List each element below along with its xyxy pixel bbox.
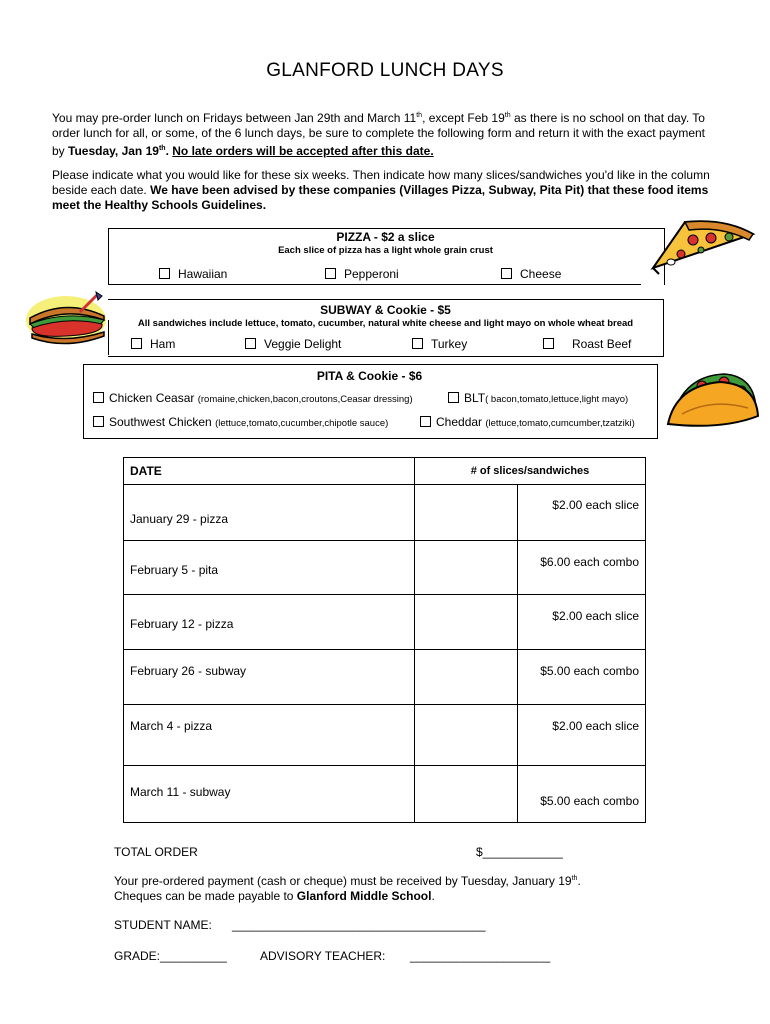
pita-option-southwest-chicken[interactable]: Southwest Chicken (lettuce,tomato,cucumber,chipotle sauce) (93, 415, 388, 429)
pizza-slice-icon (645, 210, 760, 280)
subway-option-turkey[interactable]: Turkey (412, 337, 467, 351)
student-name-field[interactable]: ______________________________________ (232, 918, 486, 932)
pizza-option-pepperoni[interactable]: Pepperoni (325, 267, 399, 281)
checkbox[interactable] (93, 416, 104, 427)
row-date: March 4 - pizza (124, 705, 415, 766)
row-date: February 5 - pita (124, 541, 415, 595)
count-input-cell[interactable] (415, 595, 518, 650)
pizza-option-cheese[interactable]: Cheese (501, 267, 561, 281)
pita-header: PITA & Cookie - $6 (316, 369, 423, 383)
row-price: $2.00 each slice (518, 705, 646, 766)
row-price: $5.00 each combo (518, 766, 646, 823)
checkbox[interactable] (543, 338, 554, 349)
pita-option-cheddar[interactable]: Cheddar (lettuce,tomato,cumcumber,tzatziki) (420, 415, 635, 429)
table-row (124, 595, 646, 650)
pita-option-blt[interactable]: BLT( bacon,tomato,lettuce,light mayo) (448, 391, 628, 405)
table-row (124, 766, 646, 823)
checkbox[interactable] (325, 268, 336, 279)
pizza-option-hawaiian[interactable]: Hawaiian (159, 267, 227, 281)
table-row (124, 705, 646, 766)
pizza-subheader: Each slice of pizza has a light whole grain crust (278, 245, 493, 256)
checkbox[interactable] (420, 416, 431, 427)
advisory-teacher-field[interactable]: _____________________ (410, 949, 551, 963)
row-date: January 29 - pizza (124, 485, 415, 541)
taco-icon (662, 368, 762, 438)
count-input-cell[interactable] (415, 541, 518, 595)
intro-paragraph: You may pre-order lunch on Fridays between Jan 29th and March 11th, except Feb 19th as there is no school on that day. To order lunch for all, or some, of the 6 lunch days, be sure to complete the following form and return it with the exact payment by Tuesday, Jan 19th. No late orders will be accepted after this date. (52, 111, 706, 158)
row-date: February 12 - pizza (124, 595, 415, 650)
checkbox[interactable] (93, 392, 104, 403)
count-input-cell[interactable] (415, 766, 518, 823)
instructions-paragraph: Please indicate what you would like for these six weeks. Then indicate how many slices/sandwiches you'd like in the column beside each date. We have been advised by these companies (Villages Pizza, Subway, Pita Pit) that these food items meet the Healthy Schools Guidelines. (52, 168, 710, 212)
column-header-date: DATE (124, 458, 415, 485)
subway-option-ham[interactable]: Ham (131, 337, 175, 351)
column-header-count: # of slices/sandwiches (415, 458, 646, 485)
checkbox[interactable] (412, 338, 423, 349)
total-order-label: TOTAL ORDER (114, 845, 198, 859)
row-price: $5.00 each combo (518, 650, 646, 705)
row-price: $2.00 each slice (518, 595, 646, 650)
subway-option-veggie-delight[interactable]: Veggie Delight (245, 337, 341, 351)
row-date: February 26 - subway (124, 650, 415, 705)
late-order-warning: No late orders will be accepted after this date. (172, 144, 434, 158)
subway-subheader: All sandwiches include lettuce, tomato, cucumber, natural white cheese and light mayo on whole wheat bread (137, 318, 634, 329)
checkbox[interactable] (131, 338, 142, 349)
subway-header: SUBWAY & Cookie - $5 (320, 303, 451, 317)
grade-field[interactable]: GRADE:__________ (114, 949, 227, 963)
page-title: GLANFORD LUNCH DAYS (266, 60, 504, 81)
count-input-cell[interactable] (415, 650, 518, 705)
table-header-row (124, 458, 646, 485)
cheque-note: Cheques can be made payable to Glanford Middle School. (114, 889, 435, 903)
payment-note: Your pre-ordered payment (cash or cheque) must be received by Tuesday, January 19th. (114, 874, 581, 888)
table-row (124, 650, 646, 705)
pita-option-chicken-ceasar[interactable]: Chicken Ceasar (romaine,chicken,bacon,croutons,Ceasar dressing) (93, 391, 413, 405)
checkbox[interactable] (501, 268, 512, 279)
table-row (124, 541, 646, 595)
table-row (124, 485, 646, 541)
row-price: $6.00 each combo (518, 541, 646, 595)
order-table (123, 457, 646, 823)
pizza-section-bottom-border (108, 284, 641, 285)
sandwich-icon (20, 290, 115, 350)
count-input-cell[interactable] (415, 705, 518, 766)
count-input-cell[interactable] (415, 485, 518, 541)
checkbox[interactable] (159, 268, 170, 279)
pizza-header: PIZZA - $2 a slice (336, 230, 435, 244)
student-name-label: STUDENT NAME: (114, 918, 212, 932)
checkbox[interactable] (448, 392, 459, 403)
checkbox[interactable] (245, 338, 256, 349)
total-order-field[interactable]: $____________ (476, 845, 563, 859)
row-date: March 11 - subway (124, 766, 415, 823)
advisory-teacher-label: ADVISORY TEACHER: (260, 949, 386, 963)
subway-option-roast-beef[interactable]: Roast Beef (543, 337, 631, 351)
row-price: $2.00 each slice (518, 485, 646, 541)
